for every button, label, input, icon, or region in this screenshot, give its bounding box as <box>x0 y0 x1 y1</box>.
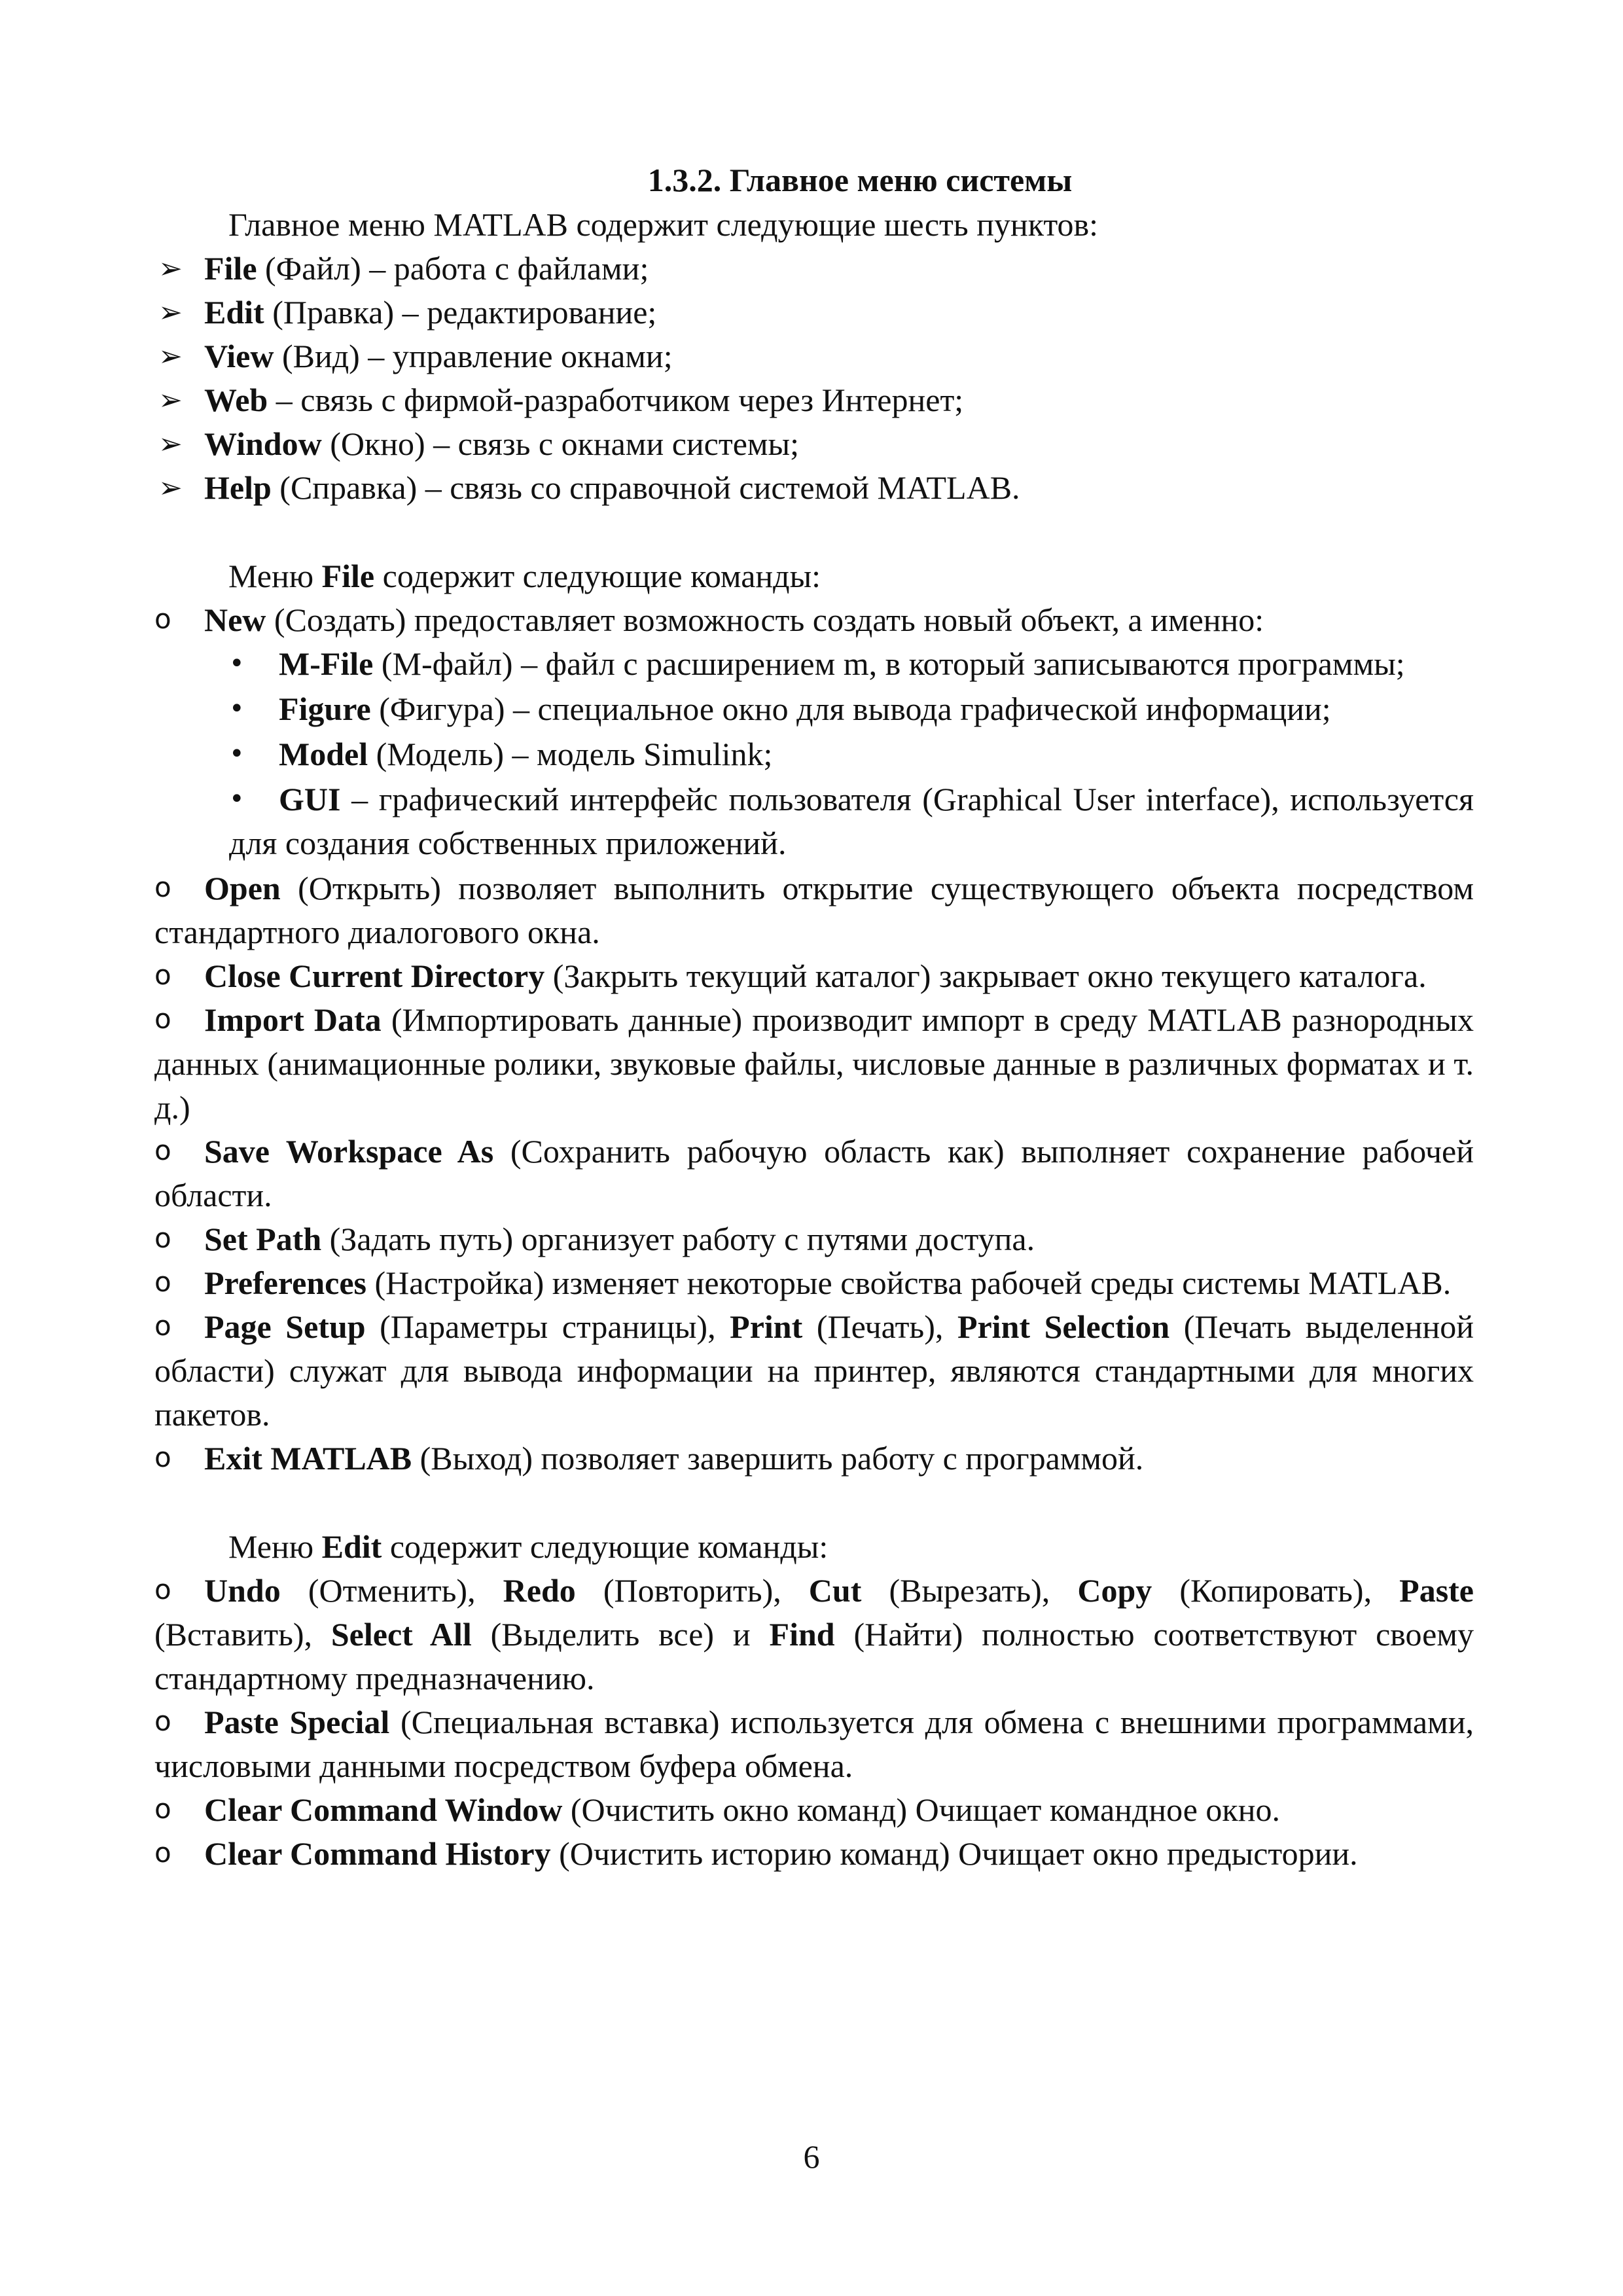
file-command-open: o Open (Открыть) позволяет выполнить открытие существующего объекта посредством стандартного диалогового окна. <box>154 867 1474 954</box>
edit-command-clear-history: o Clear Command History (Очистить историю команд) Очищает окно предыстории. <box>154 1832 1474 1876</box>
arrow-bullet-icon: ➢ <box>158 471 183 505</box>
main-menu-item-help <box>154 466 1474 510</box>
section-heading: 1.3.2. Главное меню системы <box>647 162 1073 198</box>
circle-bullet-icon: o <box>154 871 171 903</box>
new-submenu-list <box>154 642 1474 865</box>
file-command-preferences: o Preferences (Настройка) изменяет некоторые свойства рабочей среды системы MATLAB. <box>154 1261 1474 1305</box>
term: Redo <box>503 1572 576 1609</box>
edit-command-undo-group: o Undo (Отменить), Redo (Повторить), Cut (Вырезать), Copy (Копировать), Paste (Вставить), Select All (Выделить все) и Find (Найти) полностью соответствуют своему стандартному предназначению. <box>154 1569 1474 1700</box>
arrow-bullet-icon: ➢ <box>158 340 183 373</box>
main-menu-intro: Главное меню MATLAB содержит следующие шесть пунктов: <box>228 206 1099 243</box>
edit-menu-intro: Меню Edit содержит следующие команды: <box>228 1528 829 1565</box>
dot-bullet-icon: • <box>229 694 245 724</box>
term: Import Data <box>204 1001 382 1038</box>
arrow-bullet-icon: ➢ <box>158 252 183 285</box>
term: Clear Command Window <box>204 1791 563 1828</box>
main-menu-item-file <box>154 247 1474 291</box>
term: Close Current Directory <box>204 958 545 994</box>
description: (Вид) – управление окнами; <box>274 338 673 374</box>
arrow-bullet-icon: ➢ <box>158 296 183 329</box>
file-command-list <box>154 598 1474 642</box>
main-menu-item-window <box>154 422 1474 466</box>
term: Model <box>279 736 368 772</box>
circle-bullet-icon: o <box>154 1222 171 1254</box>
term: Print Selection <box>957 1308 1170 1345</box>
term: Page Setup <box>204 1308 366 1345</box>
new-item-model: • Model (Модель) – модель Simulink; <box>229 732 1474 776</box>
term: Paste Special <box>204 1704 390 1740</box>
term: M-File <box>279 645 374 682</box>
edit-command-clear-window: o Clear Command Window (Очистить окно команд) Очищает командное окно. <box>154 1788 1474 1832</box>
term: Clear Command History <box>204 1835 551 1872</box>
description: (Файл) – работа с файлами; <box>257 250 649 287</box>
term: Help <box>204 469 272 506</box>
dot-bullet-icon: • <box>229 649 245 679</box>
description: (Правка) – редактирование; <box>264 294 657 331</box>
main-menu-list <box>154 247 1474 510</box>
file-command-new: o New (Создать) предоставляет возможность создать новый объект, а именно: <box>154 598 1474 642</box>
term: Edit <box>321 1528 382 1565</box>
main-menu-item-web <box>154 378 1474 422</box>
term: Copy <box>1077 1572 1152 1609</box>
term: Preferences <box>204 1265 366 1301</box>
main-menu-item-edit <box>154 291 1474 334</box>
file-command-set-path: o Set Path (Задать путь) организует работу с путями доступа. <box>154 1217 1474 1261</box>
term: Cut <box>808 1572 862 1609</box>
file-menu-intro: Меню File содержит следующие команды: <box>228 558 821 594</box>
arrow-bullet-icon: ➢ <box>158 384 183 417</box>
term: Open <box>204 870 281 906</box>
term: Undo <box>204 1572 281 1609</box>
new-item-mfile: • M-File (М-файл) – файл с расширением m, в который записываются программы; <box>229 642 1474 686</box>
circle-bullet-icon: o <box>154 1837 171 1869</box>
term: Print <box>730 1308 803 1345</box>
term: Web <box>204 382 268 418</box>
circle-bullet-icon: o <box>154 1705 171 1737</box>
term: GUI <box>279 781 341 817</box>
circle-bullet-icon: o <box>154 1003 171 1035</box>
edit-command-paste-special: o Paste Special (Специальная вставка) используется для обмена с внешними программами, числовыми данными посредством буфера обмена. <box>154 1700 1474 1788</box>
term: Window <box>204 425 322 462</box>
term: Figure <box>279 691 371 727</box>
edit-command-list <box>154 1569 1474 1876</box>
file-command-import: o Import Data (Импортировать данные) производит импорт в среду MATLAB разнородных данных (анимационные ролики, звуковые файлы, числовые данные в различных форматах и т. д.) <box>154 998 1474 1130</box>
file-command-close-dir: o Close Current Directory (Закрыть текущий каталог) закрывает окно текущего каталога. <box>154 954 1474 998</box>
file-command-save-workspace: o Save Workspace As (Сохранить рабочую область как) выполняет сохранение рабочей области. <box>154 1130 1474 1217</box>
description: (Справка) – связь со справочной системой MATLAB. <box>271 469 1020 506</box>
term: Edit <box>204 294 264 331</box>
term: Select All <box>330 1616 472 1653</box>
term: Save Workspace As <box>204 1133 494 1170</box>
circle-bullet-icon: o <box>154 1573 171 1605</box>
arrow-bullet-icon: ➢ <box>158 427 183 461</box>
main-menu-item-view <box>154 334 1474 378</box>
file-command-list-cont <box>154 867 1474 1480</box>
page-number: 6 <box>803 2138 820 2175</box>
term: File <box>204 250 257 287</box>
dot-bullet-icon: • <box>229 739 245 769</box>
file-command-page-setup: o Page Setup (Параметры страницы), Print (Печать), Print Selection (Печать выделенной области) служат для вывода информации на принтер, являются стандартными для многих пакетов. <box>154 1305 1474 1437</box>
circle-bullet-icon: o <box>154 603 171 635</box>
circle-bullet-icon: o <box>154 959 171 991</box>
circle-bullet-icon: o <box>154 1134 171 1166</box>
term: New <box>204 601 266 638</box>
file-command-exit: o Exit MATLAB (Выход) позволяет завершить работу с программой. <box>154 1437 1474 1480</box>
circle-bullet-icon: o <box>154 1441 171 1473</box>
description: – связь с фирмой-разработчиком через Интернет; <box>268 382 964 418</box>
term: Find <box>769 1616 835 1653</box>
circle-bullet-icon: o <box>154 1266 171 1298</box>
circle-bullet-icon: o <box>154 1310 171 1342</box>
term: Set Path <box>204 1221 322 1257</box>
term: Paste <box>1399 1572 1474 1609</box>
description: (Окно) – связь с окнами системы; <box>321 425 800 462</box>
new-item-gui: • GUI – графический интерфейс пользователя (Graphical User interface), используется для создания собственных приложений. <box>229 778 1474 865</box>
term: View <box>204 338 274 374</box>
term: File <box>321 558 375 594</box>
term: Exit MATLAB <box>204 1440 412 1477</box>
circle-bullet-icon: o <box>154 1793 171 1825</box>
dot-bullet-icon: • <box>229 784 245 814</box>
new-item-figure: • Figure (Фигура) – специальное окно для вывода графической информации; <box>229 687 1474 731</box>
